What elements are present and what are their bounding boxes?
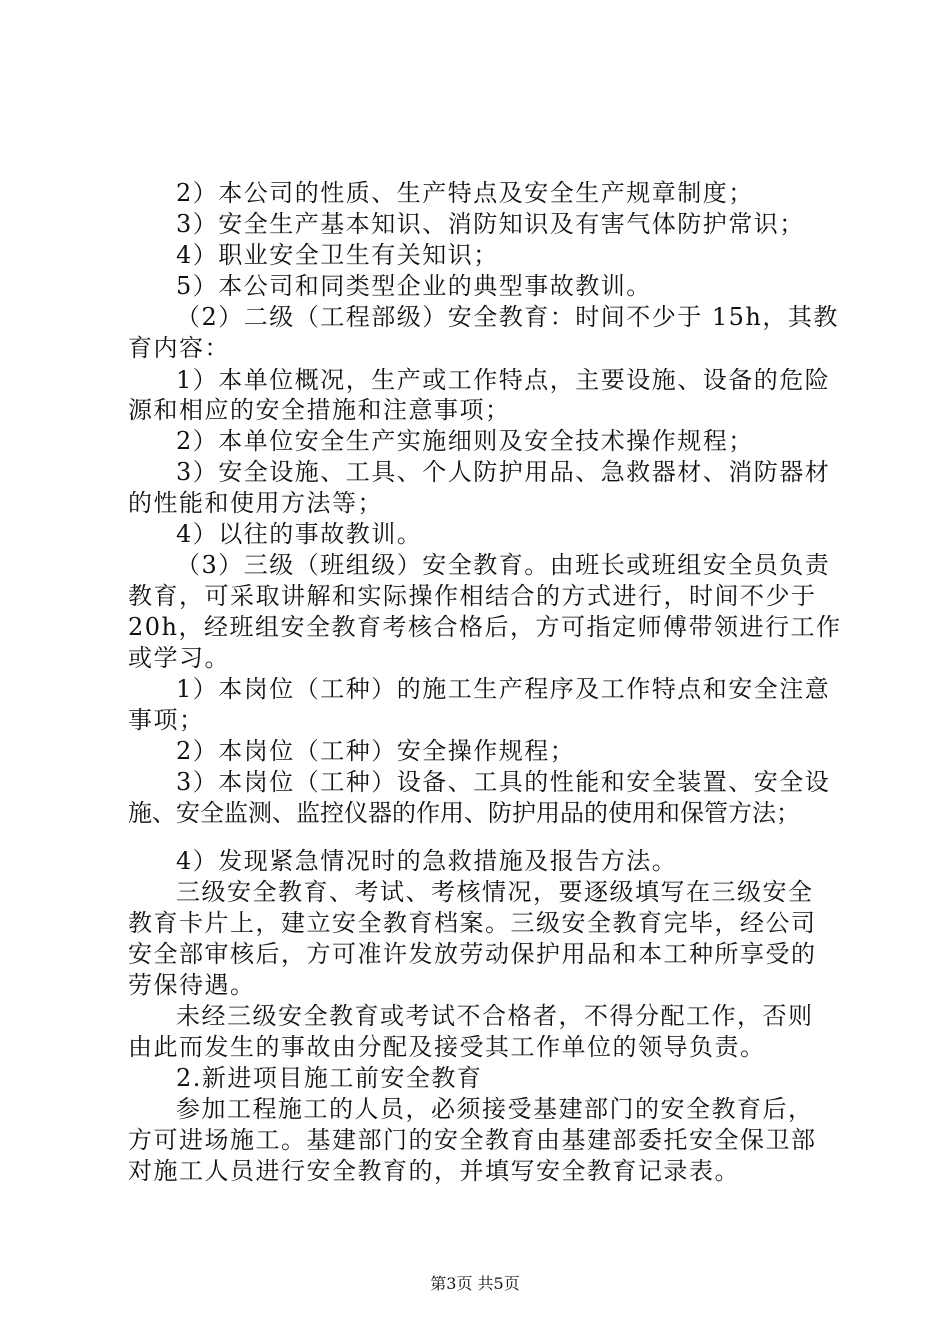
text-line: 2）本单位安全生产实施细则及安全技术操作规程；: [176, 427, 754, 455]
text-line: 育内容：: [128, 334, 230, 362]
text-line: 1）本单位概况，生产或工作特点，主要设施、设备的危险: [176, 366, 831, 394]
text-line: 3）安全生产基本知识、消防知识及有害气体防护常识；: [176, 210, 805, 238]
text-line: 5）本公司和同类型企业的典型事故教训。: [176, 272, 652, 300]
text-line: 4）发现紧急情况时的急救措施及报告方法。: [176, 847, 678, 875]
text-line: 安全部审核后，方可准许发放劳动保护用品和本工种所享受的: [128, 940, 817, 968]
text-line: 3）安全设施、工具、个人防护用品、急救器材、消防器材: [176, 458, 831, 486]
text-line: （3）三级（班组级）安全教育。由班长或班组安全员负责: [176, 551, 831, 579]
text-line: 或学习。: [128, 644, 230, 672]
text-line: 源和相应的安全措施和注意事项；: [128, 396, 511, 424]
text-line: 教育，可采取讲解和实际操作相结合的方式进行，时间不少于: [128, 582, 817, 610]
text-line: 未经三级安全教育或考试不合格者，不得分配工作，否则: [176, 1002, 814, 1030]
text-line: 参加工程施工的人员，必须接受基建部门的安全教育后，: [176, 1095, 814, 1123]
text-line: 3）本岗位（工种）设备、工具的性能和安全装置、安全设: [176, 768, 831, 796]
section-heading: 2.新进项目施工前安全教育: [176, 1064, 483, 1092]
text-line: 的性能和使用方法等；: [128, 489, 383, 517]
text-line: 劳保待遇。: [128, 971, 256, 999]
text-line: 2）本公司的性质、生产特点及安全生产规章制度；: [176, 179, 754, 207]
text-line: 施、安全监测、监控仪器的作用、防护用品的使用和保管方法；: [128, 799, 800, 827]
text-line: 20h，经班组安全教育考核合格后，方可指定师傅带领进行工作: [128, 613, 842, 641]
text-line: 4）职业安全卫生有关知识；: [176, 241, 499, 269]
text-line: 2）本岗位（工种）安全操作规程；: [176, 737, 576, 765]
text-line: 事项；: [128, 706, 205, 734]
text-line: 1）本岗位（工种）的施工生产程序及工作特点和安全注意: [176, 675, 831, 703]
text-line: 4）以往的事故教训。: [176, 520, 423, 548]
text-line: 由此而发生的事故由分配及接受其工作单位的领导负责。: [128, 1033, 766, 1061]
text-line: 对施工人员进行安全教育的，并填写安全教育记录表。: [128, 1157, 740, 1185]
text-line: 三级安全教育、考试、考核情况，要逐级填写在三级安全: [176, 878, 814, 906]
text-line: 教育卡片上，建立安全教育档案。三级安全教育完毕，经公司: [128, 909, 817, 937]
text-line: （2）二级（工程部级）安全教育：时间不少于 15h，其教: [176, 303, 839, 331]
page-number: 第3页 共5页: [430, 1274, 520, 1293]
text-line: 方可进场施工。基建部门的安全教育由基建部委托安全保卫部: [128, 1126, 817, 1154]
